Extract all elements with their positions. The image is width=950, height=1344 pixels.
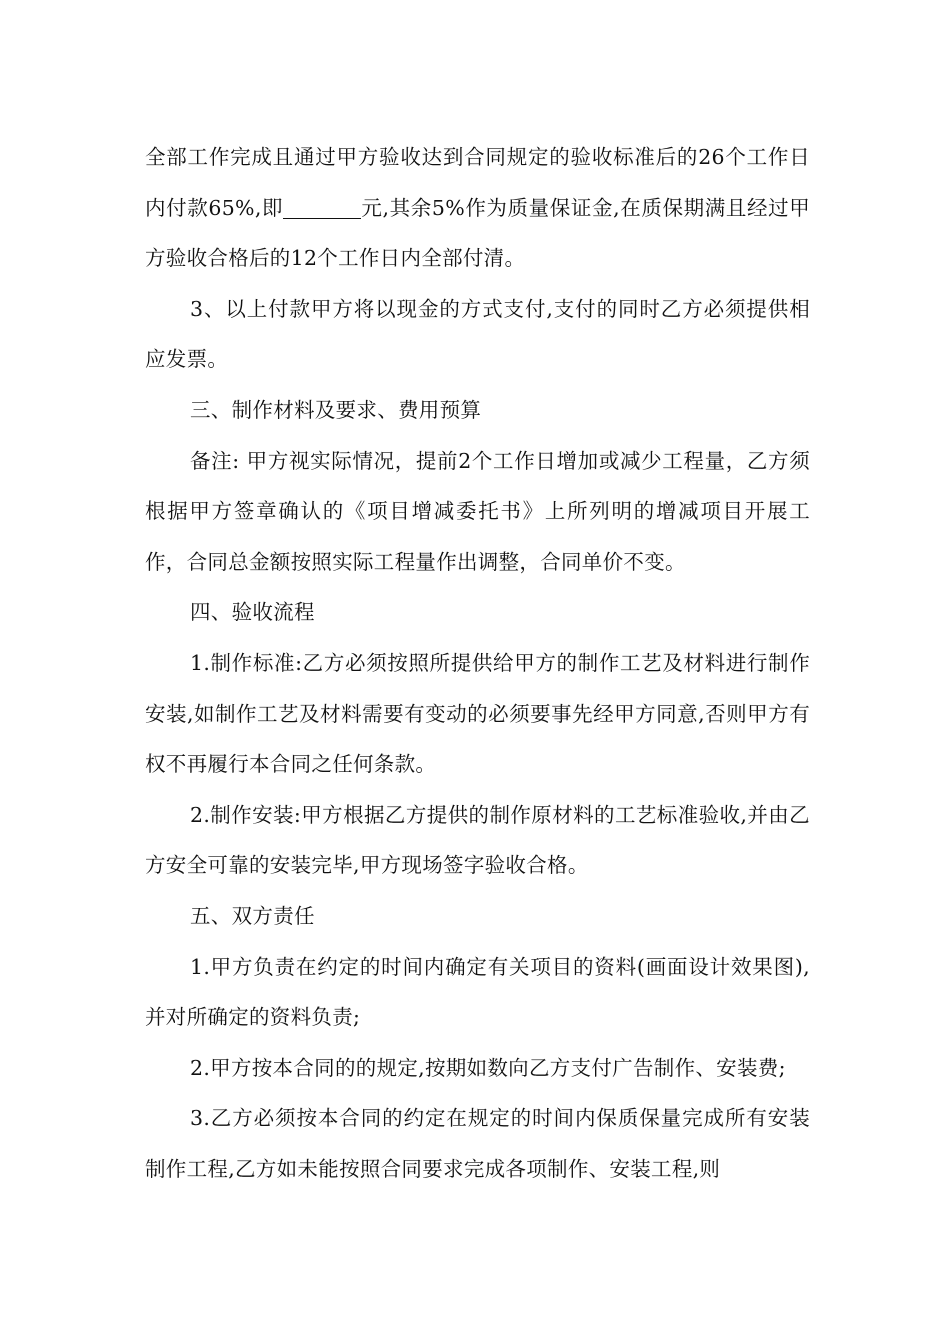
- section-heading-materials: 三、制作材料及要求、费用预算: [190, 397, 482, 422]
- paragraph-party-a-materials: 1.甲方负责在约定的时间内确定有关项目的资料(画面设计效果图),并对所确定的资料负责;: [145, 954, 810, 1030]
- paragraph-party-b-completion: 3.乙方必须按本合同的约定在规定的时间内保质保量完成所有安装制作工程,乙方如未能按照合同要求完成各项制作、安装工程,则: [145, 1106, 810, 1181]
- paragraph-party-a-payment: 2.甲方按本合同的的规定,按期如数向乙方支付广告制作、安装费;: [190, 1055, 786, 1080]
- paragraph-production-standard: 1.制作标准:乙方必须按照所提供给甲方的制作工艺及材料进行制作安装,如制作工艺及材料需要有变动的必须要事先经甲方同意,否则甲方有权不再履行本合同之任何条款。: [145, 650, 810, 777]
- paragraph-payment-method: 3、以上付款甲方将以现金的方式支付,支付的同时乙方必须提供相应发票。: [145, 296, 810, 372]
- section-heading-acceptance: 四、验收流程: [190, 600, 315, 625]
- paragraph-remarks: 备注: 甲方视实际情况，提前2个工作日增加或减少工程量，乙方须根据甲方签章确认的《项目增减委托书》上所列明的增减项目开展工作，合同总金额按照实际工程量作出调整，合同单价不变。: [145, 448, 810, 574]
- document-page: [145, 132, 810, 1194]
- amount-blank: [283, 197, 361, 219]
- paragraph-production-install: 2.制作安装:甲方根据乙方提供的制作原材料的工艺标准验收,并由乙方安全可靠的安装完毕,甲方现场签字验收合格。: [145, 802, 810, 878]
- paragraph-text: 全部工作完成且通过甲方验收达到合同规定的验收标准后的26个工作日内付款65%,即: [145, 145, 810, 220]
- section-heading-responsibilities: 五、双方责任: [190, 903, 315, 928]
- paragraph-payment-terms: [145, 132, 810, 284]
- paragraph-text-after: 元,其余5%作为质量保证金,在质保期满且经过甲方验收合格后的12个工作日内全部付清。: [145, 195, 811, 271]
